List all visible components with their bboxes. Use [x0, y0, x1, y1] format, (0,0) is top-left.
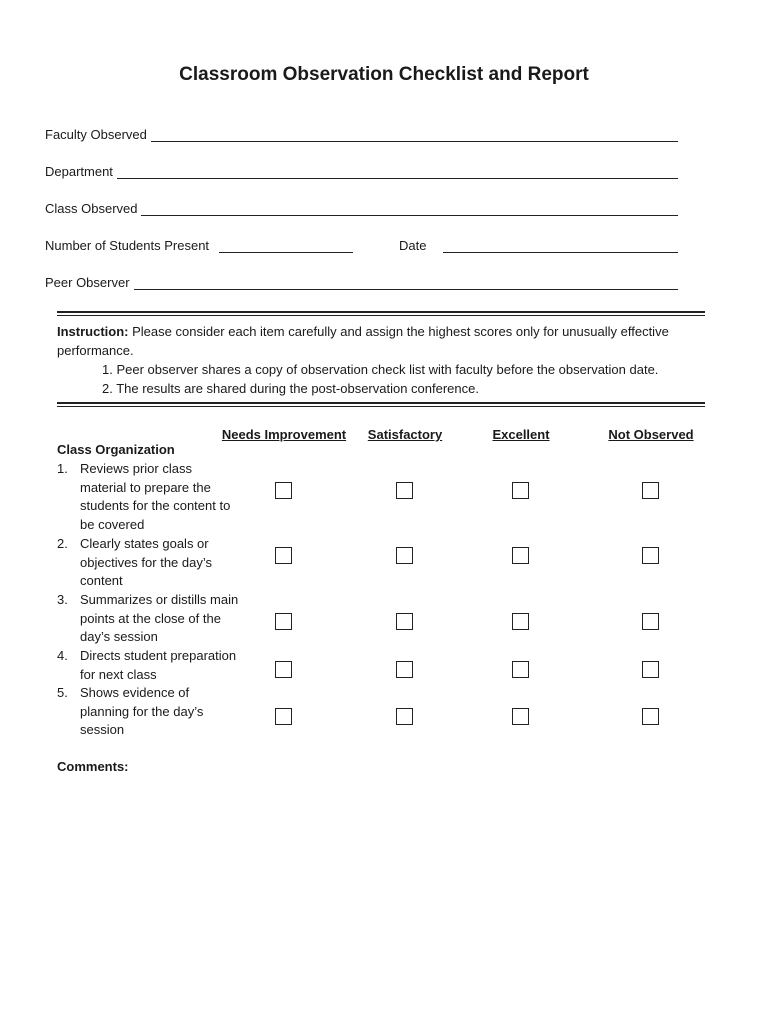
- item-number: 2.: [57, 536, 68, 551]
- instructions-steps: [57, 360, 705, 398]
- page-title: Classroom Observation Checklist and Report: [179, 64, 589, 85]
- item-2-not-observed-checkbox[interactable]: [642, 547, 659, 564]
- item-2-satisfactory-checkbox[interactable]: [396, 547, 413, 564]
- instructions-paragraph: [57, 322, 705, 360]
- item-2-needs-improvement-checkbox[interactable]: [275, 547, 292, 564]
- checklist-item-1: [57, 460, 247, 534]
- item-5-needs-improvement-checkbox[interactable]: [275, 708, 292, 725]
- instruction-step: 1. Peer observer shares a copy of observation check list with faculty before the observation date.: [102, 362, 659, 377]
- item-3-excellent-checkbox[interactable]: [512, 613, 529, 630]
- item-text: Directs student preparation for next class: [80, 648, 237, 682]
- class-observed-row: [45, 198, 678, 216]
- item-text: Clearly states goals or objectives for the day’s content: [80, 536, 212, 588]
- item-3-needs-improvement-checkbox[interactable]: [275, 613, 292, 630]
- item-number: 1.: [57, 461, 68, 476]
- item-text: Summarizes or distills main points at the close of the day’s session: [80, 592, 239, 644]
- students-present-field[interactable]: [219, 238, 353, 253]
- students-present-label: Number of Students Present: [45, 238, 210, 253]
- item-3-not-observed-checkbox[interactable]: [642, 613, 659, 630]
- faculty-observed-field[interactable]: [151, 127, 678, 142]
- instructions-text: Please consider each item carefully and assign the highest scores only for unusually effective performance.: [57, 324, 669, 358]
- department-row: [45, 161, 678, 179]
- item-4-not-observed-checkbox[interactable]: [642, 661, 659, 678]
- department-field[interactable]: [117, 164, 678, 179]
- item-4-needs-improvement-checkbox[interactable]: [275, 661, 292, 678]
- class-observed-field[interactable]: [141, 201, 678, 216]
- class-observed-label: Class Observed: [45, 201, 138, 216]
- item-5-satisfactory-checkbox[interactable]: [396, 708, 413, 725]
- checklist-item-5: [57, 684, 247, 740]
- date-field[interactable]: [443, 238, 679, 253]
- item-1-excellent-checkbox[interactable]: [512, 482, 529, 499]
- peer-observer-field[interactable]: [134, 275, 678, 290]
- item-1-satisfactory-checkbox[interactable]: [396, 482, 413, 499]
- item-1-not-observed-checkbox[interactable]: [642, 482, 659, 499]
- item-1-needs-improvement-checkbox[interactable]: [275, 482, 292, 499]
- item-number: 5.: [57, 685, 68, 700]
- item-4-satisfactory-checkbox[interactable]: [396, 661, 413, 678]
- item-3-satisfactory-checkbox[interactable]: [396, 613, 413, 630]
- column-header-satisfactory: Satisfactory: [367, 427, 443, 442]
- item-text: Reviews prior class material to prepare the students for the content to be covered: [80, 461, 231, 532]
- column-header-not-observed: Not Observed: [608, 427, 694, 442]
- item-number: 3.: [57, 592, 68, 607]
- department-label: Department: [45, 164, 113, 179]
- checklist-item-4: [57, 647, 247, 684]
- item-5-not-observed-checkbox[interactable]: [642, 708, 659, 725]
- section-title: Class Organization: [57, 442, 175, 457]
- bottom-divider: [57, 402, 705, 407]
- instruction-step: 2. The results are shared during the post-observation conference.: [102, 381, 479, 396]
- item-text: Shows evidence of planning for the day’s session: [80, 685, 204, 737]
- item-2-excellent-checkbox[interactable]: [512, 547, 529, 564]
- checklist-item-3: [57, 591, 247, 647]
- checklist-item-2: [57, 535, 247, 591]
- column-header-needs-improvement: Needs Improvement: [221, 427, 347, 442]
- peer-observer-label: Peer Observer: [45, 275, 130, 290]
- instructions-block: [57, 322, 705, 398]
- instructions-label: Instruction:: [57, 324, 129, 339]
- item-4-excellent-checkbox[interactable]: [512, 661, 529, 678]
- faculty-observed-row: [45, 124, 678, 142]
- faculty-observed-label: Faculty Observed: [45, 127, 147, 142]
- students-date-row: [45, 235, 678, 253]
- top-divider: [57, 311, 705, 316]
- item-5-excellent-checkbox[interactable]: [512, 708, 529, 725]
- comments-label: Comments:: [57, 759, 129, 774]
- item-number: 4.: [57, 648, 68, 663]
- date-label: Date: [399, 238, 427, 253]
- column-header-excellent: Excellent: [492, 427, 550, 442]
- peer-observer-row: [45, 272, 678, 290]
